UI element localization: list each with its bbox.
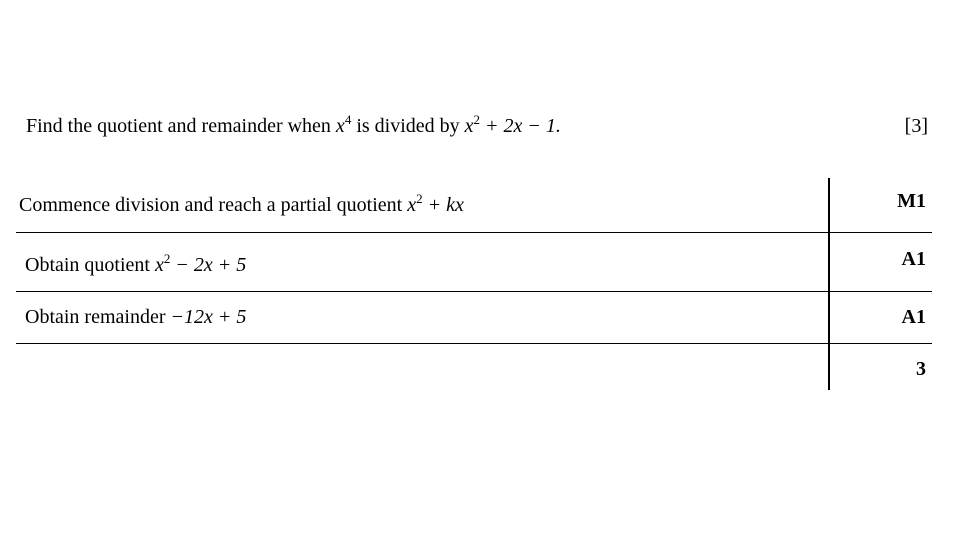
scheme-total-blank (16, 344, 829, 391)
scheme-math: −12x + 5 (170, 306, 247, 328)
scheme-text: Obtain quotient (25, 254, 155, 276)
scheme-mark: A1 (829, 292, 932, 344)
mark-scheme-table (16, 178, 932, 390)
scheme-math-exponent: 2 (163, 251, 171, 266)
scheme-text: Commence division and reach a partial quotient (19, 194, 408, 216)
question-divisor-rest: + 2x − 1. (480, 115, 561, 137)
scheme-description (16, 233, 829, 292)
question-text (26, 112, 928, 142)
question-middle: is divided by (351, 115, 465, 137)
question-divisor-variable: x (464, 115, 474, 137)
scheme-math-base: x (407, 194, 417, 216)
scheme-description (16, 292, 829, 344)
question-exponent-4: 4 (344, 112, 352, 127)
scheme-math-rest: + kx (422, 194, 464, 216)
scheme-math-rest: − 2x + 5 (170, 254, 247, 276)
question-prefix: Find the quotient and remainder when (26, 115, 336, 137)
scheme-description (16, 178, 829, 233)
scheme-math-exponent: 2 (416, 191, 423, 206)
scheme-math-base: x (154, 254, 164, 276)
scheme-text: Obtain remainder (25, 306, 171, 328)
scheme-total: 3 (829, 344, 932, 391)
scheme-mark: A1 (829, 233, 932, 292)
question-variable: x (335, 115, 345, 137)
scheme-mark: M1 (829, 178, 932, 233)
question-exponent-2: 2 (473, 112, 481, 127)
question-marks: [3] (904, 115, 928, 137)
table-row (16, 233, 932, 292)
table-row (16, 292, 932, 344)
table-row (16, 178, 932, 233)
table-row-total (16, 344, 932, 391)
